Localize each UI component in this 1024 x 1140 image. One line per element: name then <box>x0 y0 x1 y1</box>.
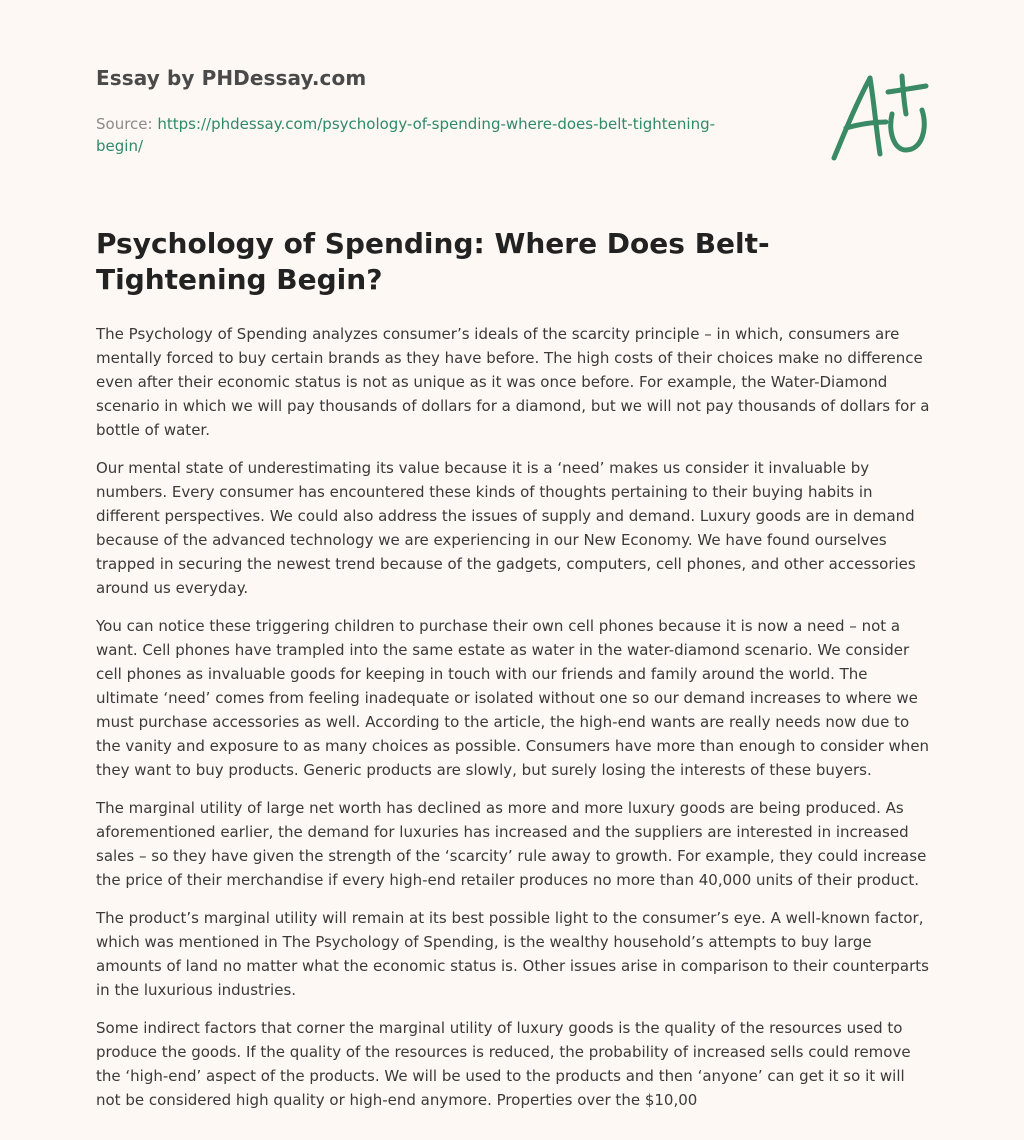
essay-paragraph: The product’s marginal utility will remain at its best possible light to the consumer’s eye. A well-known factor, which was mentioned in The Psychology of Spending, is the wealthy household’s attempts to buy large amounts of land no matter what the economic status is. Other issues arise in comparison to their counterparts in the luxurious industries. <box>96 909 929 999</box>
essay-body <box>96 322 932 1112</box>
essay-paragraph: You can notice these triggering children to purchase their own cell phones because it is now a need – not a want. Cell phones have trampled into the same estate as water in the water-diamond scenario. We consider cell phones as invaluable goods for keeping in touch with our friends and family around the world. The ultimate ‘need’ comes from feeling inadequate or isolated without one so our demand increases to where we must purchase accessories as well. According to the article, the high-end wants are really needs now due to the vanity and exposure to as many choices as possible. Consumers have more than enough to consider when they want to buy products. Generic products are slowly, but surely losing the interests of these buyers. <box>96 617 930 779</box>
essay-paragraph: The marginal utility of large net worth has declined as more and more luxury goods are being produced. As aforementioned earlier, the demand for luxuries has increased and the suppliers are interested in increased sales – so they have given the strength of the ‘scarcity’ rule away to growth. For example, they could increase the price of their merchandise if every high-end retailer produces no more than 40,000 units of their product. <box>96 799 927 889</box>
essay-paragraph: Our mental state of underestimating its value because it is a ‘need’ makes us consider it invaluable by numbers. Every consumer has encountered these kinds of thoughts pertaining to their buying habits in different perspectives. We could also address the issues of supply and demand. Luxury goods are in demand because of the advanced technology we are experiencing in our New Economy. We have found ourselves trapped in securing the newest trend because of the gadgets, computers, cell phones, and other accessories around us everyday. <box>96 459 916 597</box>
a-plus-logo-icon <box>828 68 932 164</box>
page-header <box>96 0 932 210</box>
essay-paragraph: The Psychology of Spending analyzes consumer’s ideals of the scarcity principle – in which, consumers are mentally forced to buy certain brands as they have before. The high costs of their choices make no difference even after their economic status is not as unique as it was once before. For example, the Water-Diamond scenario in which we will pay thousands of dollars for a diamond, but we will not pay thousands of dollars for a bottle of water. <box>96 325 930 439</box>
source-line <box>96 113 736 157</box>
site-title: Essay by PHDessay.com <box>96 66 367 90</box>
source-link[interactable]: https://phdessay.com/psychology-of-spending-where-does-belt-tightening-begin/ <box>96 115 716 155</box>
source-label: Source: <box>96 115 158 133</box>
essay-page <box>96 0 932 1140</box>
essay-title: Psychology of Spending: Where Does Belt-Tightening Begin? <box>96 227 770 296</box>
essay-paragraph: Some indirect factors that corner the marginal utility of luxury goods is the quality of the resources used to produce the goods. If the quality of the resources is reduced, the probability of increased sells could remove the ‘high-end’ aspect of the products. We will be used to the products and then ‘anyone’ can get it so it will not be considered high quality or high-end anymore. Properties over the $10,00 <box>96 1019 911 1109</box>
